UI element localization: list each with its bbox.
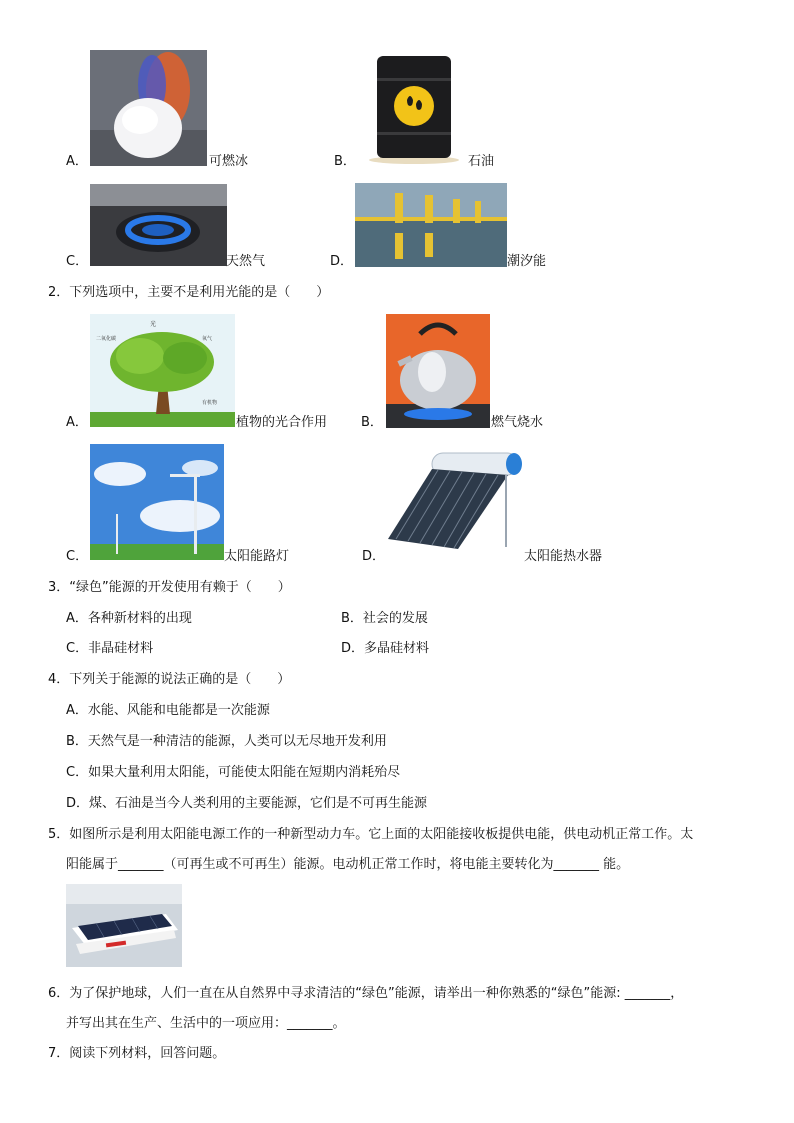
gas-kettle-image	[386, 314, 490, 428]
q2-option-c-label: 太阳能路灯	[224, 549, 290, 564]
solar-water-heater-image	[388, 449, 523, 552]
q6-line-2: 并写出其在生产、生活中的一项应用：_______。	[66, 1016, 346, 1031]
q2-option-b-letter: B．	[361, 415, 383, 430]
q3-option-b: B．社会的发展	[341, 611, 428, 626]
q1-option-a-letter: A．	[66, 154, 88, 169]
q3-option-d: D．多晶硅材料	[341, 641, 430, 656]
q5-line-2: 阳能属于_______（可再生或不可再生）能源。电动机正常工作时，将电能主要转化为_______ 能。	[66, 857, 630, 872]
photosynthesis-tree-image	[90, 314, 235, 427]
q1-option-a-label: 可燃冰	[209, 154, 249, 169]
oil-barrel-image	[361, 48, 467, 165]
tree-label-bottom: 有机物	[202, 400, 218, 406]
q1-option-c-letter: C．	[66, 254, 89, 269]
tree-label-right: 氧气	[202, 336, 213, 342]
q2-stem: 2．下列选项中，主要不是利用光能的是（ ）	[48, 285, 330, 300]
q4-option-a: A．水能、风能和电能都是一次能源	[66, 703, 270, 718]
q1-option-d-letter: D．	[330, 254, 354, 269]
q3-option-a: A．各种新材料的出现	[66, 611, 192, 626]
q2-option-a-label: 植物的光合作用	[236, 415, 328, 430]
q6-line-1: 6．为了保护地球，人们一直在从自然界中寻求清洁的“绿色”能源，请举出一种你熟悉的“绿色”能源: _______，	[48, 986, 684, 1001]
q3-option-c: C．非晶硅材料	[66, 641, 154, 656]
q5-line-1: 5．如图所示是利用太阳能电源工作的一种新型动力车。它上面的太阳能接收板提供电能，供电动机正常工作。太	[48, 827, 694, 842]
q2-option-b-label: 燃气烧水	[491, 415, 544, 430]
q4-stem: 4．下列关于能源的说法正确的是（ ）	[48, 672, 291, 687]
q1-option-b-letter: B．	[334, 154, 356, 169]
q1-option-d-label: 潮汐能	[507, 254, 547, 269]
q1-option-b-label: 石油	[468, 154, 495, 169]
q4-option-b: B．天然气是一种清洁的能源，人类可以无尽地开发利用	[66, 734, 387, 749]
gas-stove-image	[90, 184, 227, 266]
q3-stem: 3．“绿色”能源的开发使用有赖于（ ）	[48, 580, 291, 595]
q4-option-d: D．煤、石油是当今人类利用的主要能源，它们是不可再生能源	[66, 796, 428, 811]
solar-car-image	[66, 884, 182, 967]
q2-option-d-letter: D．	[362, 549, 386, 564]
tree-label-left: 二氧化碳	[96, 336, 117, 342]
q1-option-c-label: 天然气	[226, 254, 266, 269]
q2-option-c-letter: C．	[66, 549, 89, 564]
q7-stem: 7．阅读下列材料，回答问题。	[48, 1046, 226, 1061]
q2-option-d-label: 太阳能热水器	[524, 549, 603, 564]
q4-option-c: C．如果大量利用太阳能，可能使太阳能在短期内消耗殆尽	[66, 765, 401, 780]
tidal-energy-image	[355, 183, 507, 267]
flammable-ice-image	[90, 50, 207, 166]
solar-street-light-image	[90, 444, 224, 560]
q2-option-a-letter: A．	[66, 415, 88, 430]
tree-label-top: 光	[150, 321, 157, 328]
